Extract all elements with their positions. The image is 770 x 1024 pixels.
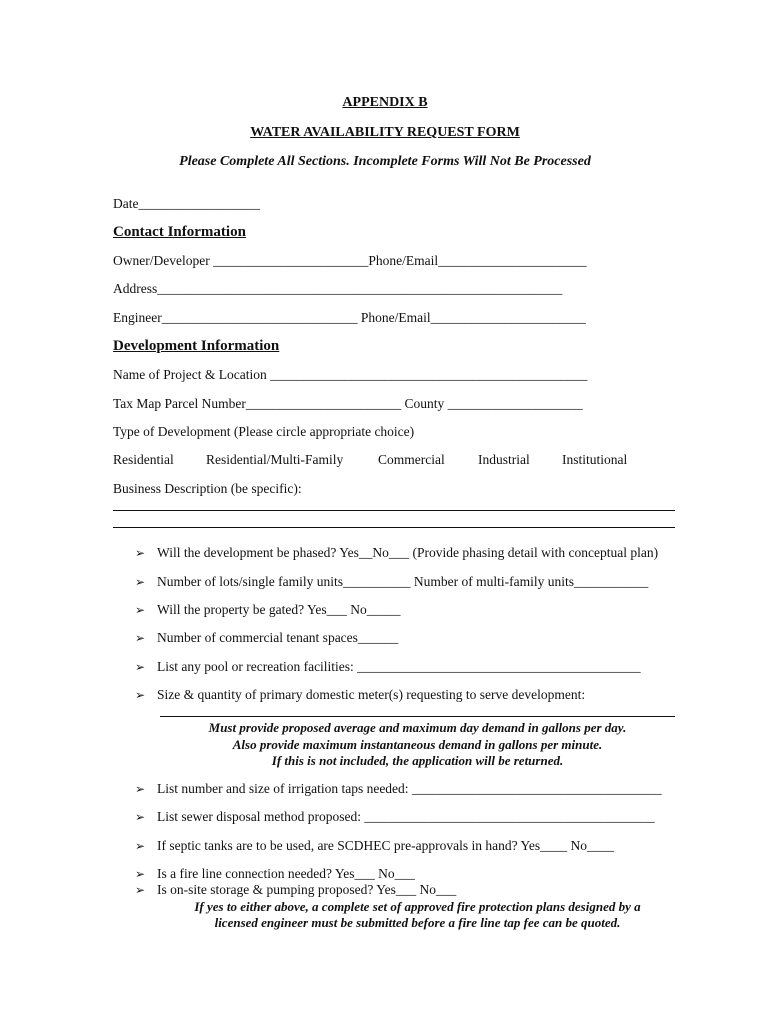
arrowhead-icon: ➢ [135,810,146,824]
bullet-sewer [135,809,655,825]
form-instructions: Please Complete All Sections. Incomplete Forms Will Not Be Processed [179,154,591,169]
bullet-storage [135,882,456,898]
arrowhead-icon: ➢ [135,603,146,617]
business-description-line-2[interactable] [113,527,675,528]
address-field[interactable]: Address____________________________________________________________ [113,281,563,296]
septic-question[interactable]: If septic tanks are to be used, are SCDHEC pre-approvals in hand? Yes____ No____ [157,838,615,853]
meter-note-line-2: Also provide maximum instantaneous demand in gallons per minute. [232,737,603,752]
arrowhead-icon: ➢ [135,839,146,853]
arrowhead-icon: ➢ [135,883,146,897]
arrowhead-icon: ➢ [135,631,146,645]
meter-note-line-3: If this is not included, the application will be returned. [271,753,564,768]
bullet-irrigation [135,781,662,797]
phased-question[interactable]: Will the development be phased? Yes__No___ (Provide phasing detail with conceptual plan) [157,545,659,560]
choice-residential-multi-family[interactable]: Residential/Multi-Family [206,452,344,467]
bullet-units [135,574,648,590]
arrowhead-icon: ➢ [135,546,146,560]
tenant-spaces-question[interactable]: Number of commercial tenant spaces______ [157,630,399,645]
date-field[interactable]: Date__________________ [113,196,260,211]
engineer-field[interactable]: Engineer_____________________________ Phone/Email_______________________ [113,310,586,325]
bullet-phased [135,545,658,561]
fire-note-line-1: If yes to either above, a complete set of approved fire protection plans designed by a [194,899,641,914]
fire-note-line-2: licensed engineer must be submitted before a fire line tap fee can be quoted. [214,915,621,930]
arrowhead-icon: ➢ [135,660,146,674]
irrigation-question[interactable]: List number and size of irrigation taps needed: _____________________________________ [157,781,662,796]
meter-note-line-1: Must provide proposed average and maximum day demand in gallons per day. [208,720,627,735]
project-location-field[interactable]: Name of Project & Location _______________________________________________ [113,367,588,382]
development-type-label: Type of Development (Please circle appropriate choice) [113,424,415,439]
meter-question: Size & quantity of primary domestic meter(s) requesting to serve development: [157,687,586,702]
bullet-fire-line [135,866,415,882]
storage-question[interactable]: Is on-site storage & pumping proposed? Yes___ No___ [157,882,457,897]
units-question[interactable]: Number of lots/single family units__________ Number of multi-family units___________ [157,574,649,589]
bullet-gated [135,602,401,618]
appendix-label: APPENDIX B [342,95,428,110]
arrowhead-icon: ➢ [135,688,146,702]
choice-residential[interactable]: Residential [113,452,174,467]
choice-commercial[interactable]: Commercial [378,452,445,467]
bullet-meter [135,687,585,703]
bullet-septic [135,838,614,854]
pool-question[interactable]: List any pool or recreation facilities: __________________________________________ [157,659,641,674]
tax-map-parcel-field[interactable]: Tax Map Parcel Number_______________________ County ____________________ [113,396,583,411]
contact-heading: Contact Information [113,224,246,240]
arrowhead-icon: ➢ [135,782,146,796]
business-description-label: Business Description (be specific): [113,481,302,496]
form-title: WATER AVAILABILITY REQUEST FORM [250,125,520,140]
business-description-line-1[interactable] [113,510,675,511]
owner-developer-field[interactable]: Owner/Developer _______________________Phone/Email______________________ [113,253,587,268]
sewer-question[interactable]: List sewer disposal method proposed: ___________________________________________ [157,809,655,824]
choice-institutional[interactable]: Institutional [562,452,628,467]
arrowhead-icon: ➢ [135,867,146,881]
fire-line-question[interactable]: Is a fire line connection needed? Yes___ No___ [157,866,415,881]
development-heading: Development Information [113,338,280,354]
choice-industrial[interactable]: Industrial [478,452,530,467]
meter-answer-line[interactable] [160,716,675,717]
gated-question[interactable]: Will the property be gated? Yes___ No_____ [157,602,401,617]
bullet-tenant-spaces [135,630,398,646]
bullet-pool [135,659,641,675]
arrowhead-icon: ➢ [135,575,146,589]
